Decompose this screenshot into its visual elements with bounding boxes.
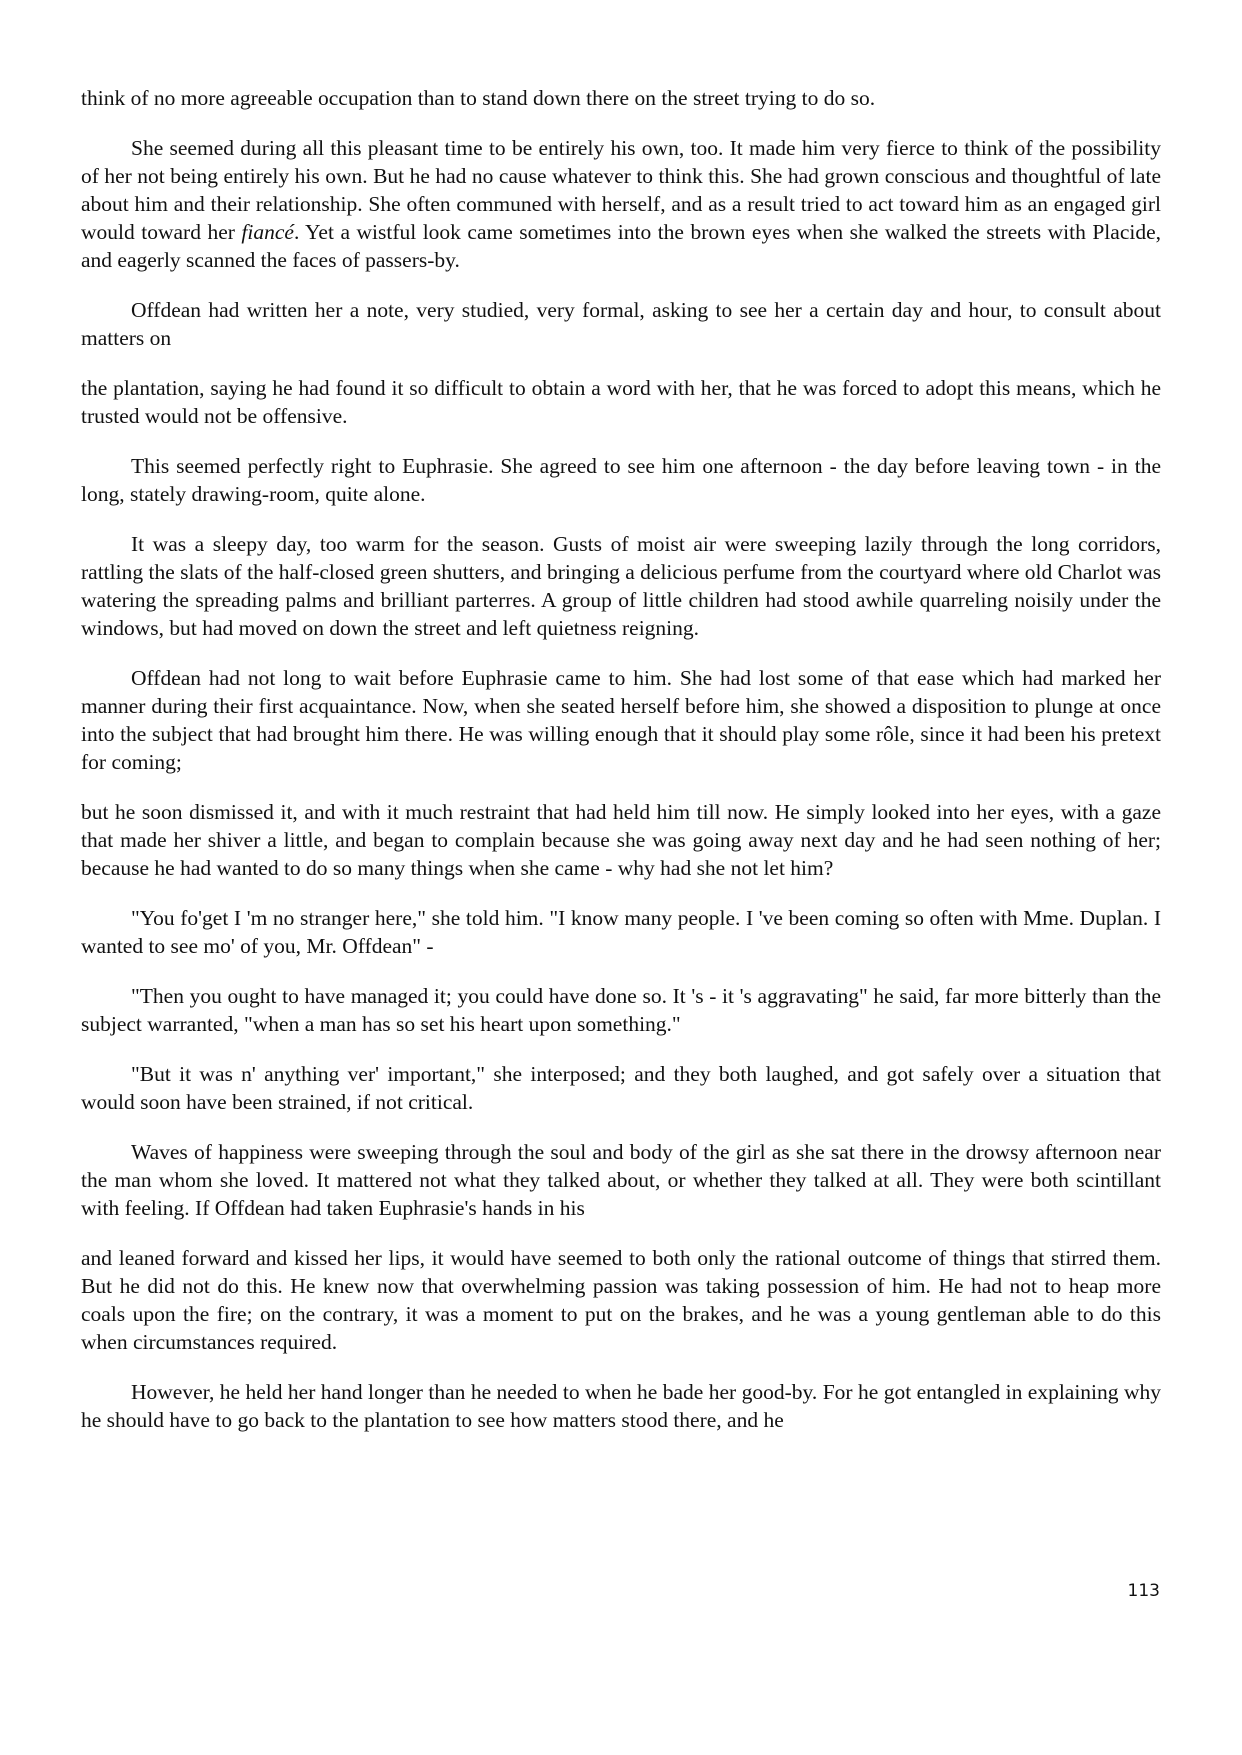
paragraph-2 <box>81 134 1161 274</box>
paragraph-9: "You fo'get I 'm no stranger here," she told him. "I know many people. I 've been coming so often with Mme. Duplan. I wanted to see mo' of you, Mr. Offdean" - <box>81 906 1161 958</box>
paragraph-2-text-before: She seemed during all this pleasant time to be entirely his own, too. It made him very fierce to think of the possibility of her not being entirely his own. But he had no cause whatever to think this. She had grown conscious and thoughtful of late about him and their relationship. She often communed with herself, and as a result tried to act toward him as an engaged girl would toward her <box>81 136 1161 244</box>
paragraph-11: "But it was n' anything ver' important," she interposed; and they both laughed, and got safely over a situation that would soon have been strained, if not critical. <box>81 1062 1161 1114</box>
paragraph-5: This seemed perfectly right to Euphrasie. She agreed to see him one afternoon - the day before leaving town - in the long, stately drawing-room, quite alone. <box>81 454 1161 506</box>
paragraph-14: However, he held her hand longer than he needed to when he bade her good-by. For he got entangled in explaining why he should have to go back to the plantation to see how matters stood there, and he <box>81 1380 1161 1432</box>
paragraph-7: Offdean had not long to wait before Euphrasie came to him. She had lost some of that ease which had marked her manner during their first acquaintance. Now, when she seated herself before him, she showed a disposition to plunge at once into the subject that had brought him there. He was willing enough that it should play some rôle, since it had been his pretext for coming; <box>81 666 1161 774</box>
paragraph-6: It was a sleepy day, too warm for the season. Gusts of moist air were sweeping lazily through the long corridors, rattling the slats of the half-closed green shutters, and bringing a delicious perfume from the courtyard where old Charlot was watering the spreading palms and brilliant parterres. A group of little children had stood awhile quarreling noisily under the windows, but had moved on down the street and left quietness reigning. <box>81 532 1161 640</box>
paragraph-1: think of no more agreeable occupation than to stand down there on the street trying to do so. <box>81 86 876 110</box>
paragraph-10: "Then you ought to have managed it; you could have done so. It 's - it 's aggravating" he said, far more bitterly than the subject warranted, "when a man has so set his heart upon something." <box>81 984 1161 1036</box>
paragraph-4: the plantation, saying he had found it so difficult to obtain a word with her, that he was forced to adopt this means, which he trusted would not be offensive. <box>81 376 1161 428</box>
paragraph-8: but he soon dismissed it, and with it much restraint that had held him till now. He simply looked into her eyes, with a gaze that made her shiver a little, and began to complain because she was going away next day and he had seen nothing of her; because he had wanted to do so many things when she came - why had she not let him? <box>81 800 1161 880</box>
page-number: 113 <box>1127 1581 1160 1601</box>
paragraph-3: Offdean had written her a note, very studied, very formal, asking to see her a certain day and hour, to consult about matters on <box>81 298 1161 350</box>
paragraph-2-text-after: . Yet a wistful look came sometimes into the brown eyes when she walked the streets with Placide, and eagerly scanned the faces of passers-by. <box>81 220 1162 272</box>
paragraph-2-italic-fiance: fiancé <box>241 220 294 244</box>
paragraph-13: and leaned forward and kissed her lips, it would have seemed to both only the rational outcome of things that stirred them. But he did not do this. He knew now that overwhelming passion was taking possession of him. He had not to heap more coals upon the fire; on the contrary, it was a moment to put on the brakes, and he was a young gentleman able to do this when circumstances required. <box>81 1246 1161 1354</box>
page-body <box>81 84 1161 1456</box>
paragraph-12: Waves of happiness were sweeping through the soul and body of the girl as she sat there in the drowsy afternoon near the man whom she loved. It mattered not what they talked about, or whether they talked at all. They were both scintillant with feeling. If Offdean had taken Euphrasie's hands in his <box>81 1140 1161 1220</box>
